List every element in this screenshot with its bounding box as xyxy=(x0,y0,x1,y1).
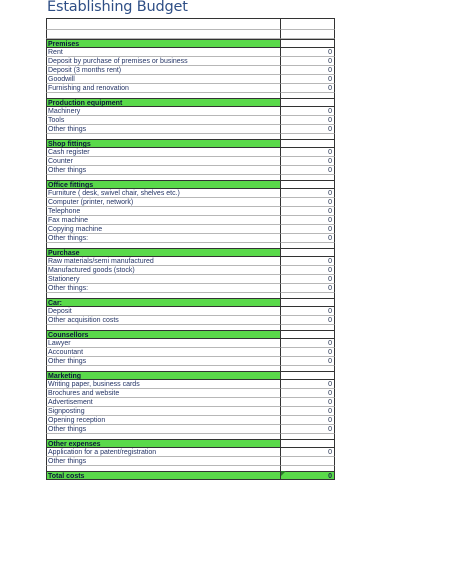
table-row xyxy=(46,125,335,134)
item-label: Machinery xyxy=(46,107,281,116)
section-header xyxy=(46,330,335,339)
item-value-cell[interactable]: 0 xyxy=(281,389,335,398)
page-title: Establishing Budget xyxy=(47,0,188,15)
table-row xyxy=(46,448,335,457)
item-label: Deposit (3 months rent) xyxy=(46,66,281,75)
item-label: Other things xyxy=(46,125,281,134)
total-row xyxy=(46,471,335,480)
table-row xyxy=(46,257,335,266)
table-row xyxy=(46,234,335,243)
section-header xyxy=(46,298,335,307)
total-label: Total costs xyxy=(46,471,281,480)
item-label: Fax machine xyxy=(46,216,281,225)
section-header xyxy=(46,248,335,257)
table-row xyxy=(46,266,335,275)
budget-table xyxy=(46,18,335,480)
item-label: Rent xyxy=(46,48,281,57)
item-label: Telephone xyxy=(46,207,281,216)
table-row xyxy=(46,389,335,398)
item-label: Signposting xyxy=(46,407,281,416)
section-header-label: Purchase xyxy=(46,248,281,257)
item-value-cell[interactable]: 0 xyxy=(281,57,335,66)
table-row xyxy=(46,148,335,157)
item-value-cell[interactable]: 0 xyxy=(281,425,335,434)
table-row xyxy=(46,216,335,225)
item-value-cell[interactable]: 0 xyxy=(281,339,335,348)
item-value-cell[interactable]: 0 xyxy=(281,380,335,389)
item-value-cell[interactable]: 0 xyxy=(281,284,335,293)
blank-label-cell xyxy=(46,30,281,39)
item-value-cell[interactable]: 0 xyxy=(281,357,335,366)
blank-label-cell xyxy=(46,21,281,30)
section-header-value xyxy=(281,98,335,107)
table-row xyxy=(46,348,335,357)
item-value-cell[interactable]: 0 xyxy=(281,107,335,116)
section-header xyxy=(46,439,335,448)
table-row xyxy=(46,116,335,125)
section-header-label: Other expenses xyxy=(46,439,281,448)
item-value-cell[interactable]: 0 xyxy=(281,257,335,266)
section-header-value xyxy=(281,180,335,189)
section-header xyxy=(46,98,335,107)
item-value-cell[interactable]: 0 xyxy=(281,125,335,134)
item-value-cell[interactable]: 0 xyxy=(281,398,335,407)
item-value-cell[interactable]: 0 xyxy=(281,316,335,325)
blank-value-cell[interactable] xyxy=(281,30,335,39)
item-label: Accountant xyxy=(46,348,281,357)
table-row xyxy=(46,307,335,316)
item-label: Other things: xyxy=(46,234,281,243)
item-label: Computer (printer, network) xyxy=(46,198,281,207)
item-label: Raw materials/semi manufactured xyxy=(46,257,281,266)
item-label: Furniture ( desk, swivel chair, shelves etc.) xyxy=(46,189,281,198)
item-value-cell[interactable]: 0 xyxy=(281,198,335,207)
item-value-cell[interactable]: 0 xyxy=(281,157,335,166)
table-row xyxy=(46,107,335,116)
item-label: Advertisement xyxy=(46,398,281,407)
item-value-cell[interactable]: 0 xyxy=(281,75,335,84)
item-label: Other things: xyxy=(46,284,281,293)
section-header xyxy=(46,180,335,189)
item-value-cell[interactable]: 0 xyxy=(281,307,335,316)
table-row xyxy=(46,416,335,425)
item-value-cell[interactable]: 0 xyxy=(281,407,335,416)
table-row xyxy=(46,225,335,234)
item-value-cell[interactable] xyxy=(281,457,335,466)
item-label: Brochures and website xyxy=(46,389,281,398)
item-label: Lawyer xyxy=(46,339,281,348)
item-value-cell[interactable]: 0 xyxy=(281,66,335,75)
item-label: Deposit by purchase of premises or business xyxy=(46,57,281,66)
item-label: Furnishing and renovation xyxy=(46,84,281,93)
item-value-cell[interactable]: 0 xyxy=(281,266,335,275)
item-label: Copying machine xyxy=(46,225,281,234)
item-label: Deposit xyxy=(46,307,281,316)
item-label: Other things xyxy=(46,166,281,175)
table-row xyxy=(46,398,335,407)
item-value-cell[interactable]: 0 xyxy=(281,448,335,457)
item-label: Opening reception xyxy=(46,416,281,425)
blank-value-cell[interactable] xyxy=(281,21,335,30)
section-header xyxy=(46,39,335,48)
table-row xyxy=(46,357,335,366)
item-label: Cash register xyxy=(46,148,281,157)
item-value-cell[interactable]: 0 xyxy=(281,348,335,357)
section-header-label: Premises xyxy=(46,39,281,48)
item-label: Application for a patent/registration xyxy=(46,448,281,457)
section-header-label: Shop fittings xyxy=(46,139,281,148)
section-header-label: Marketing xyxy=(46,371,281,380)
table-row xyxy=(46,75,335,84)
table-row xyxy=(46,189,335,198)
item-label: Stationery xyxy=(46,275,281,284)
table-row xyxy=(46,457,335,466)
item-value-cell[interactable]: 0 xyxy=(281,84,335,93)
table-row xyxy=(46,66,335,75)
table-row xyxy=(46,275,335,284)
table-row xyxy=(46,48,335,57)
table-row xyxy=(46,157,335,166)
blank-row xyxy=(46,30,335,39)
table-row xyxy=(46,166,335,175)
section-header xyxy=(46,139,335,148)
table-row xyxy=(46,284,335,293)
item-value-cell[interactable]: 0 xyxy=(281,148,335,157)
section-header-value xyxy=(281,298,335,307)
table-row xyxy=(46,84,335,93)
item-label: Tools xyxy=(46,116,281,125)
item-label: Other things xyxy=(46,425,281,434)
blank-row xyxy=(46,21,335,30)
item-label: Counter xyxy=(46,157,281,166)
item-value-cell[interactable]: 0 xyxy=(281,189,335,198)
table-row xyxy=(46,339,335,348)
section-header-value xyxy=(281,139,335,148)
item-value-cell[interactable]: 0 xyxy=(281,207,335,216)
table-row xyxy=(46,425,335,434)
item-label: Manufactured goods (stock) xyxy=(46,266,281,275)
section-header-value xyxy=(281,39,335,48)
item-value-cell[interactable]: 0 xyxy=(281,48,335,57)
item-value-cell[interactable]: 0 xyxy=(281,166,335,175)
section-header-value xyxy=(281,371,335,380)
item-value-cell[interactable]: 0 xyxy=(281,225,335,234)
item-value-cell[interactable]: 0 xyxy=(281,234,335,243)
section-header-label: Car: xyxy=(46,298,281,307)
table-row xyxy=(46,407,335,416)
item-value-cell[interactable]: 0 xyxy=(281,216,335,225)
table-row xyxy=(46,57,335,66)
item-value-cell[interactable]: 0 xyxy=(281,275,335,284)
section-header-label: Counsellors xyxy=(46,330,281,339)
item-value-cell[interactable]: 0 xyxy=(281,116,335,125)
total-value-cell[interactable]: 0 xyxy=(281,471,335,480)
section-header-value xyxy=(281,330,335,339)
table-row xyxy=(46,316,335,325)
item-label: Other acquisition costs xyxy=(46,316,281,325)
table-row xyxy=(46,207,335,216)
item-label: Other things xyxy=(46,457,281,466)
section-header-label: Office fittings xyxy=(46,180,281,189)
table-row xyxy=(46,380,335,389)
table-row xyxy=(46,198,335,207)
section-header-label: Production equipment xyxy=(46,98,281,107)
section-header-value xyxy=(281,439,335,448)
section-header xyxy=(46,371,335,380)
item-label: Goodwill xyxy=(46,75,281,84)
formula-indicator-icon xyxy=(281,471,286,476)
item-label: Writing paper, business cards xyxy=(46,380,281,389)
section-header-value xyxy=(281,248,335,257)
item-value-cell[interactable]: 0 xyxy=(281,416,335,425)
item-label: Other things xyxy=(46,357,281,366)
